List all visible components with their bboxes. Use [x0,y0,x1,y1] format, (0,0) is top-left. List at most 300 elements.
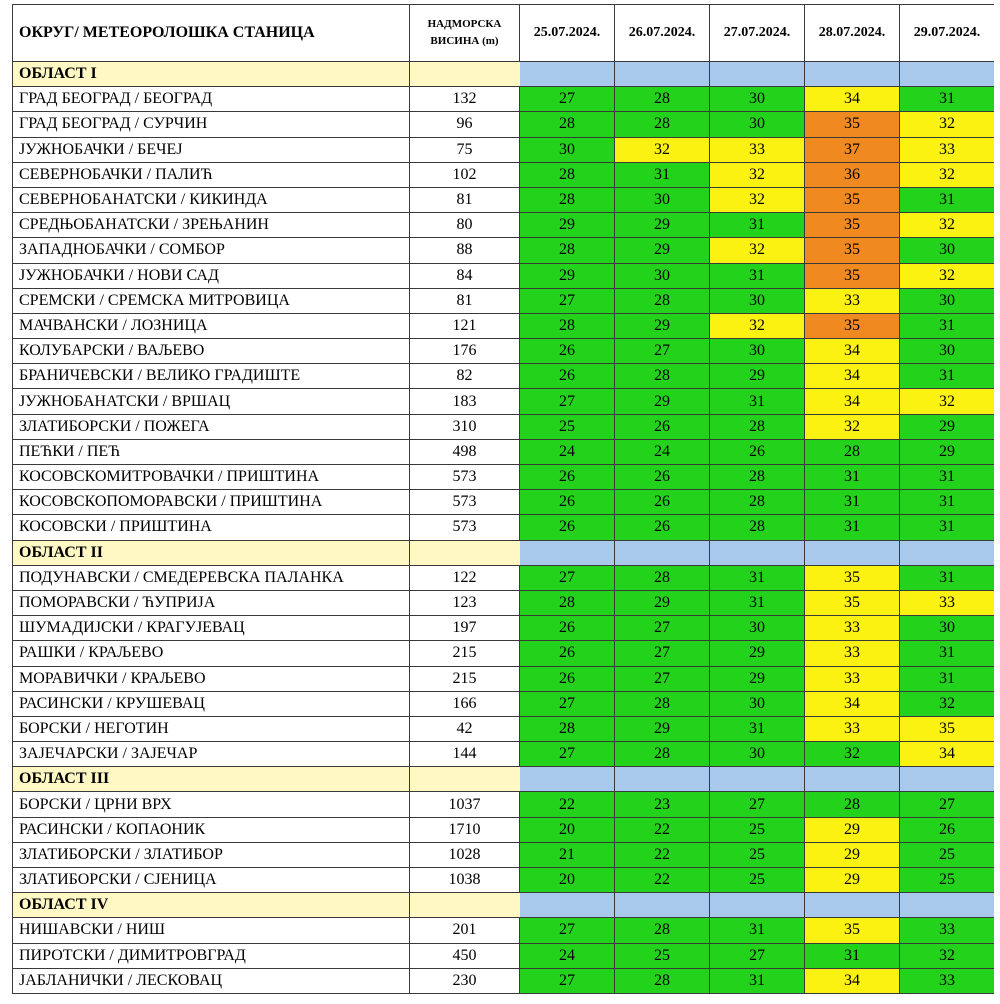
temperature-cell: 32 [805,742,900,767]
temperature-cell: 33 [805,616,900,641]
date-column-header: 25.07.2024. [520,5,615,62]
date-column-header: 27.07.2024. [710,5,805,62]
temperature-cell: 25 [710,868,805,893]
temperature-cell: 22 [615,817,710,842]
station-name: ЗЛАТИБОРСКИ / СЈЕНИЦА [13,868,410,893]
station-altitude: 215 [410,666,520,691]
temperature-cell: 32 [900,389,995,414]
region-day-cell [615,540,710,565]
station-name: БРАНИЧЕВСКИ / ВЕЛИКО ГРАДИШТЕ [13,364,410,389]
temperature-cell: 30 [615,263,710,288]
temperature-cell: 27 [520,691,615,716]
temperature-cell: 31 [710,968,805,993]
temperature-cell: 31 [615,162,710,187]
station-altitude: 81 [410,187,520,212]
temperature-cell: 34 [900,742,995,767]
temperature-cell: 26 [520,339,615,364]
station-row [13,817,995,842]
temperature-cell: 31 [900,364,995,389]
header-row [13,5,995,62]
temperature-cell: 31 [900,87,995,112]
temperature-cell: 26 [520,515,615,540]
temperature-cell: 34 [805,339,900,364]
station-altitude: 201 [410,918,520,943]
station-row [13,313,995,338]
temperature-cell: 34 [805,364,900,389]
station-altitude: 102 [410,162,520,187]
temperature-cell: 35 [805,565,900,590]
temperature-cell: 30 [520,137,615,162]
station-row [13,263,995,288]
region-day-cell [520,767,615,792]
station-row [13,918,995,943]
station-row [13,339,995,364]
region-day-cell [520,893,615,918]
temperature-cell: 29 [615,716,710,741]
region-day-cell [710,62,805,87]
temperature-cell: 32 [710,238,805,263]
station-row [13,716,995,741]
temperature-cell: 28 [615,968,710,993]
temperature-cell: 29 [805,842,900,867]
station-altitude: 88 [410,238,520,263]
region-day-cell [805,540,900,565]
station-row [13,364,995,389]
temperature-cell: 20 [520,817,615,842]
temperature-cell: 29 [710,641,805,666]
temperature-cell: 27 [520,918,615,943]
temperature-cell: 34 [805,389,900,414]
forecast-body [13,62,995,994]
temperature-cell: 22 [615,842,710,867]
region-row [13,767,995,792]
temperature-cell: 25 [900,842,995,867]
station-name: ПОДУНАВСКИ / СМЕДЕРЕВСКА ПАЛАНКА [13,565,410,590]
temperature-cell: 28 [520,162,615,187]
temperature-cell: 32 [710,313,805,338]
station-row [13,641,995,666]
station-name: МАЧВАНСКИ / ЛОЗНИЦА [13,313,410,338]
temperature-cell: 27 [520,565,615,590]
temperature-cell: 27 [615,666,710,691]
temperature-cell: 31 [710,590,805,615]
temperature-cell: 24 [615,439,710,464]
temperature-cell: 31 [900,641,995,666]
temperature-cell: 26 [900,817,995,842]
temperature-cell: 33 [710,137,805,162]
station-row [13,590,995,615]
temperature-cell: 23 [615,792,710,817]
station-name: ПЕЋКИ / ПЕЋ [13,439,410,464]
temperature-cell: 28 [710,465,805,490]
station-altitude: 1038 [410,868,520,893]
temperature-cell: 26 [710,439,805,464]
station-altitude: 132 [410,87,520,112]
temperature-cell: 35 [805,187,900,212]
region-day-cell [805,767,900,792]
temperature-cell: 28 [520,313,615,338]
region-name: ОБЛАСТ III [13,767,410,792]
station-name: БОРСКИ / НЕГОТИН [13,716,410,741]
temperature-cell: 34 [805,87,900,112]
temperature-cell: 30 [900,616,995,641]
station-row [13,968,995,993]
temperature-cell: 29 [900,414,995,439]
temperature-cell: 26 [520,641,615,666]
altitude-column-header [410,5,520,62]
temperature-cell: 27 [615,616,710,641]
station-altitude: 75 [410,137,520,162]
temperature-cell: 35 [805,112,900,137]
temperature-cell: 26 [520,616,615,641]
station-altitude: 84 [410,263,520,288]
temperature-cell: 31 [710,389,805,414]
station-altitude: 498 [410,439,520,464]
temperature-cell: 31 [805,465,900,490]
temperature-cell: 24 [520,439,615,464]
temperature-cell: 33 [900,968,995,993]
temperature-cell: 26 [520,364,615,389]
station-altitude: 96 [410,112,520,137]
temperature-cell: 28 [710,515,805,540]
region-day-cell [900,62,995,87]
station-altitude: 230 [410,968,520,993]
station-altitude: 197 [410,616,520,641]
temperature-cell: 28 [615,918,710,943]
station-name: КОСОВСКОМИТРОВАЧКИ / ПРИШТИНА [13,465,410,490]
region-day-cell [710,540,805,565]
temperature-cell: 32 [710,162,805,187]
temperature-cell: 32 [615,137,710,162]
station-name: МОРАВИЧКИ / КРАЉЕВО [13,666,410,691]
temperature-forecast-sheet [12,4,994,1004]
temperature-cell: 28 [520,187,615,212]
region-blank-cell [410,767,520,792]
temperature-cell: 27 [710,943,805,968]
station-name: РАСИНСКИ / КОПАОНИК [13,817,410,842]
temperature-cell: 33 [900,590,995,615]
temperature-cell: 28 [520,590,615,615]
temperature-cell: 32 [900,213,995,238]
station-name: ГРАД БЕОГРАД / СУРЧИН [13,112,410,137]
temperature-cell: 25 [900,868,995,893]
temperature-cell: 33 [900,137,995,162]
altitude-header-line1: НАДМОРСКА [427,18,502,30]
temperature-cell: 26 [520,666,615,691]
station-name: ШУМАДИЈСКИ / КРАГУЈЕВАЦ [13,616,410,641]
temperature-cell: 30 [710,616,805,641]
temperature-cell: 22 [615,868,710,893]
temperature-cell: 28 [710,490,805,515]
region-day-cell [615,767,710,792]
temperature-cell: 32 [900,943,995,968]
temperature-cell: 31 [805,515,900,540]
temperature-cell: 29 [615,238,710,263]
station-name: БОРСКИ / ЦРНИ ВРХ [13,792,410,817]
station-row [13,112,995,137]
temperature-cell: 32 [900,263,995,288]
station-altitude: 450 [410,943,520,968]
station-altitude: 121 [410,313,520,338]
temperature-cell: 28 [520,112,615,137]
temperature-cell: 35 [900,716,995,741]
station-name: КОСОВСКИ / ПРИШТИНА [13,515,410,540]
temperature-cell: 30 [710,288,805,313]
temperature-cell: 29 [520,263,615,288]
station-name: ЈУЖНОБАНАТСКИ / ВРШАЦ [13,389,410,414]
station-altitude: 123 [410,590,520,615]
temperature-cell: 28 [520,716,615,741]
temperature-cell: 28 [615,364,710,389]
temperature-cell: 24 [520,943,615,968]
station-row [13,666,995,691]
temperature-cell: 27 [520,288,615,313]
temperature-cell: 37 [805,137,900,162]
station-altitude: 1037 [410,792,520,817]
station-name: СЕВЕРНОБАЧКИ / ПАЛИЋ [13,162,410,187]
temperature-cell: 29 [615,213,710,238]
temperature-cell: 25 [520,414,615,439]
station-altitude: 81 [410,288,520,313]
temperature-cell: 28 [615,112,710,137]
station-name: НИШАВСКИ / НИШ [13,918,410,943]
temperature-cell: 35 [805,238,900,263]
station-column-header: ОКРУГ/ МЕТЕОРОЛОШКА СТАНИЦА [13,5,410,62]
station-name: КОЛУБАРСКИ / ВАЉЕВО [13,339,410,364]
station-row [13,691,995,716]
station-name: СРЕДЊОБАНАТСКИ / ЗРЕЊАНИН [13,213,410,238]
region-day-cell [710,893,805,918]
station-altitude: 573 [410,465,520,490]
temperature-cell: 30 [710,112,805,137]
region-row [13,540,995,565]
temperature-cell: 32 [900,162,995,187]
region-day-cell [900,893,995,918]
temperature-cell: 29 [710,364,805,389]
station-row [13,238,995,263]
station-name: ЈУЖНОБАЧКИ / НОВИ САД [13,263,410,288]
station-name: СЕВЕРНОБАНАТСКИ / КИКИНДА [13,187,410,212]
temperature-cell: 27 [520,389,615,414]
temperature-cell: 28 [805,792,900,817]
station-altitude: 573 [410,490,520,515]
temperature-cell: 27 [710,792,805,817]
station-row [13,162,995,187]
station-name: ЈАБЛАНИЧКИ / ЛЕСКОВАЦ [13,968,410,993]
region-row [13,62,995,87]
temperature-cell: 29 [520,213,615,238]
region-blank-cell [410,540,520,565]
temperature-cell: 31 [805,490,900,515]
region-day-cell [520,540,615,565]
station-altitude: 573 [410,515,520,540]
station-row [13,943,995,968]
station-row [13,389,995,414]
temperature-cell: 31 [710,918,805,943]
temperature-cell: 27 [520,87,615,112]
station-name: ЗЛАТИБОРСКИ / ПОЖЕГА [13,414,410,439]
region-blank-cell [410,893,520,918]
region-blank-cell [410,62,520,87]
temperature-cell: 30 [900,288,995,313]
region-name: ОБЛАСТ IV [13,893,410,918]
temperature-cell: 36 [805,162,900,187]
temperature-cell: 25 [710,817,805,842]
station-name: ЗЛАТИБОРСКИ / ЗЛАТИБОР [13,842,410,867]
station-name: ЈУЖНОБАЧКИ / БЕЧЕЈ [13,137,410,162]
station-row [13,616,995,641]
region-row [13,893,995,918]
region-day-cell [615,62,710,87]
temperature-cell: 28 [615,742,710,767]
station-row [13,868,995,893]
temperature-cell: 20 [520,868,615,893]
station-row [13,213,995,238]
temperature-cell: 31 [710,565,805,590]
temperature-cell: 31 [900,490,995,515]
region-name: ОБЛАСТ II [13,540,410,565]
temperature-cell: 35 [805,213,900,238]
temperature-cell: 33 [805,641,900,666]
region-day-cell [710,767,805,792]
station-name: ЗАПАДНОБАЧКИ / СОМБОР [13,238,410,263]
temperature-cell: 29 [615,313,710,338]
temperature-cell: 31 [710,263,805,288]
temperature-cell: 31 [805,943,900,968]
temperature-cell: 27 [615,339,710,364]
temperature-cell: 35 [805,918,900,943]
station-name: ГРАД БЕОГРАД / БЕОГРАД [13,87,410,112]
temperature-cell: 26 [520,490,615,515]
station-altitude: 176 [410,339,520,364]
temperature-cell: 27 [900,792,995,817]
station-name: СРЕМСКИ / СРЕМСКА МИТРОВИЦА [13,288,410,313]
temperature-cell: 30 [615,187,710,212]
temperature-cell: 28 [805,439,900,464]
temperature-cell: 26 [615,465,710,490]
temperature-cell: 26 [615,414,710,439]
temperature-cell: 26 [615,515,710,540]
region-day-cell [805,62,900,87]
station-name: ПОМОРАВСКИ / ЋУПРИЈА [13,590,410,615]
region-name: ОБЛАСТ I [13,62,410,87]
temperature-cell: 31 [900,187,995,212]
station-altitude: 166 [410,691,520,716]
station-row [13,490,995,515]
temperature-cell: 28 [615,691,710,716]
region-day-cell [805,893,900,918]
temperature-cell: 22 [520,792,615,817]
temperature-cell: 32 [805,414,900,439]
temperature-cell: 33 [805,288,900,313]
date-column-header: 28.07.2024. [805,5,900,62]
temperature-cell: 28 [615,565,710,590]
temperature-cell: 21 [520,842,615,867]
station-name: РАШКИ / КРАЉЕВО [13,641,410,666]
temperature-cell: 35 [805,263,900,288]
temperature-cell: 29 [615,590,710,615]
temperature-cell: 27 [615,641,710,666]
station-row [13,465,995,490]
temperature-cell: 28 [710,414,805,439]
temperature-cell: 28 [615,87,710,112]
temperature-cell: 33 [900,918,995,943]
temperature-cell: 28 [520,238,615,263]
temperature-cell: 27 [520,968,615,993]
temperature-cell: 26 [615,490,710,515]
station-row [13,137,995,162]
temperature-cell: 30 [710,339,805,364]
station-row [13,439,995,464]
temperature-cell: 32 [900,691,995,716]
temperature-cell: 34 [805,691,900,716]
date-column-header: 29.07.2024. [900,5,995,62]
temperature-cell: 27 [520,742,615,767]
temperature-cell: 31 [900,313,995,338]
temperature-cell: 33 [805,666,900,691]
station-altitude: 310 [410,414,520,439]
station-row [13,742,995,767]
temperature-cell: 25 [615,943,710,968]
temperature-cell: 31 [900,515,995,540]
forecast-table [12,4,994,994]
date-column-header: 26.07.2024. [615,5,710,62]
temperature-cell: 30 [900,238,995,263]
station-name: ЗАЈЕЧАРСКИ / ЗАЈЕЧАР [13,742,410,767]
region-day-cell [900,767,995,792]
temperature-cell: 31 [900,465,995,490]
temperature-cell: 30 [710,87,805,112]
station-row [13,87,995,112]
station-altitude: 1710 [410,817,520,842]
temperature-cell: 26 [520,465,615,490]
station-name: КОСОВСКОПОМОРАВСКИ / ПРИШТИНА [13,490,410,515]
region-day-cell [615,893,710,918]
station-name: РАСИНСКИ / КРУШЕВАЦ [13,691,410,716]
station-altitude: 82 [410,364,520,389]
station-altitude: 1028 [410,842,520,867]
region-day-cell [520,62,615,87]
temperature-cell: 32 [900,112,995,137]
station-row [13,565,995,590]
temperature-cell: 31 [900,565,995,590]
temperature-cell: 33 [805,716,900,741]
temperature-cell: 29 [805,868,900,893]
station-name: ПИРОТСКИ / ДИМИТРОВГРАД [13,943,410,968]
temperature-cell: 35 [805,590,900,615]
station-altitude: 183 [410,389,520,414]
temperature-cell: 32 [710,187,805,212]
temperature-cell: 34 [805,968,900,993]
station-row [13,288,995,313]
station-altitude: 215 [410,641,520,666]
temperature-cell: 31 [710,213,805,238]
station-altitude: 42 [410,716,520,741]
temperature-cell: 29 [900,439,995,464]
temperature-cell: 31 [710,716,805,741]
station-altitude: 122 [410,565,520,590]
station-row [13,414,995,439]
temperature-cell: 29 [805,817,900,842]
temperature-cell: 28 [615,288,710,313]
temperature-cell: 29 [710,666,805,691]
temperature-cell: 31 [900,666,995,691]
temperature-cell: 25 [710,842,805,867]
station-row [13,515,995,540]
temperature-cell: 35 [805,313,900,338]
altitude-header-line2: ВИСИНА (m) [430,35,499,47]
temperature-cell: 30 [900,339,995,364]
